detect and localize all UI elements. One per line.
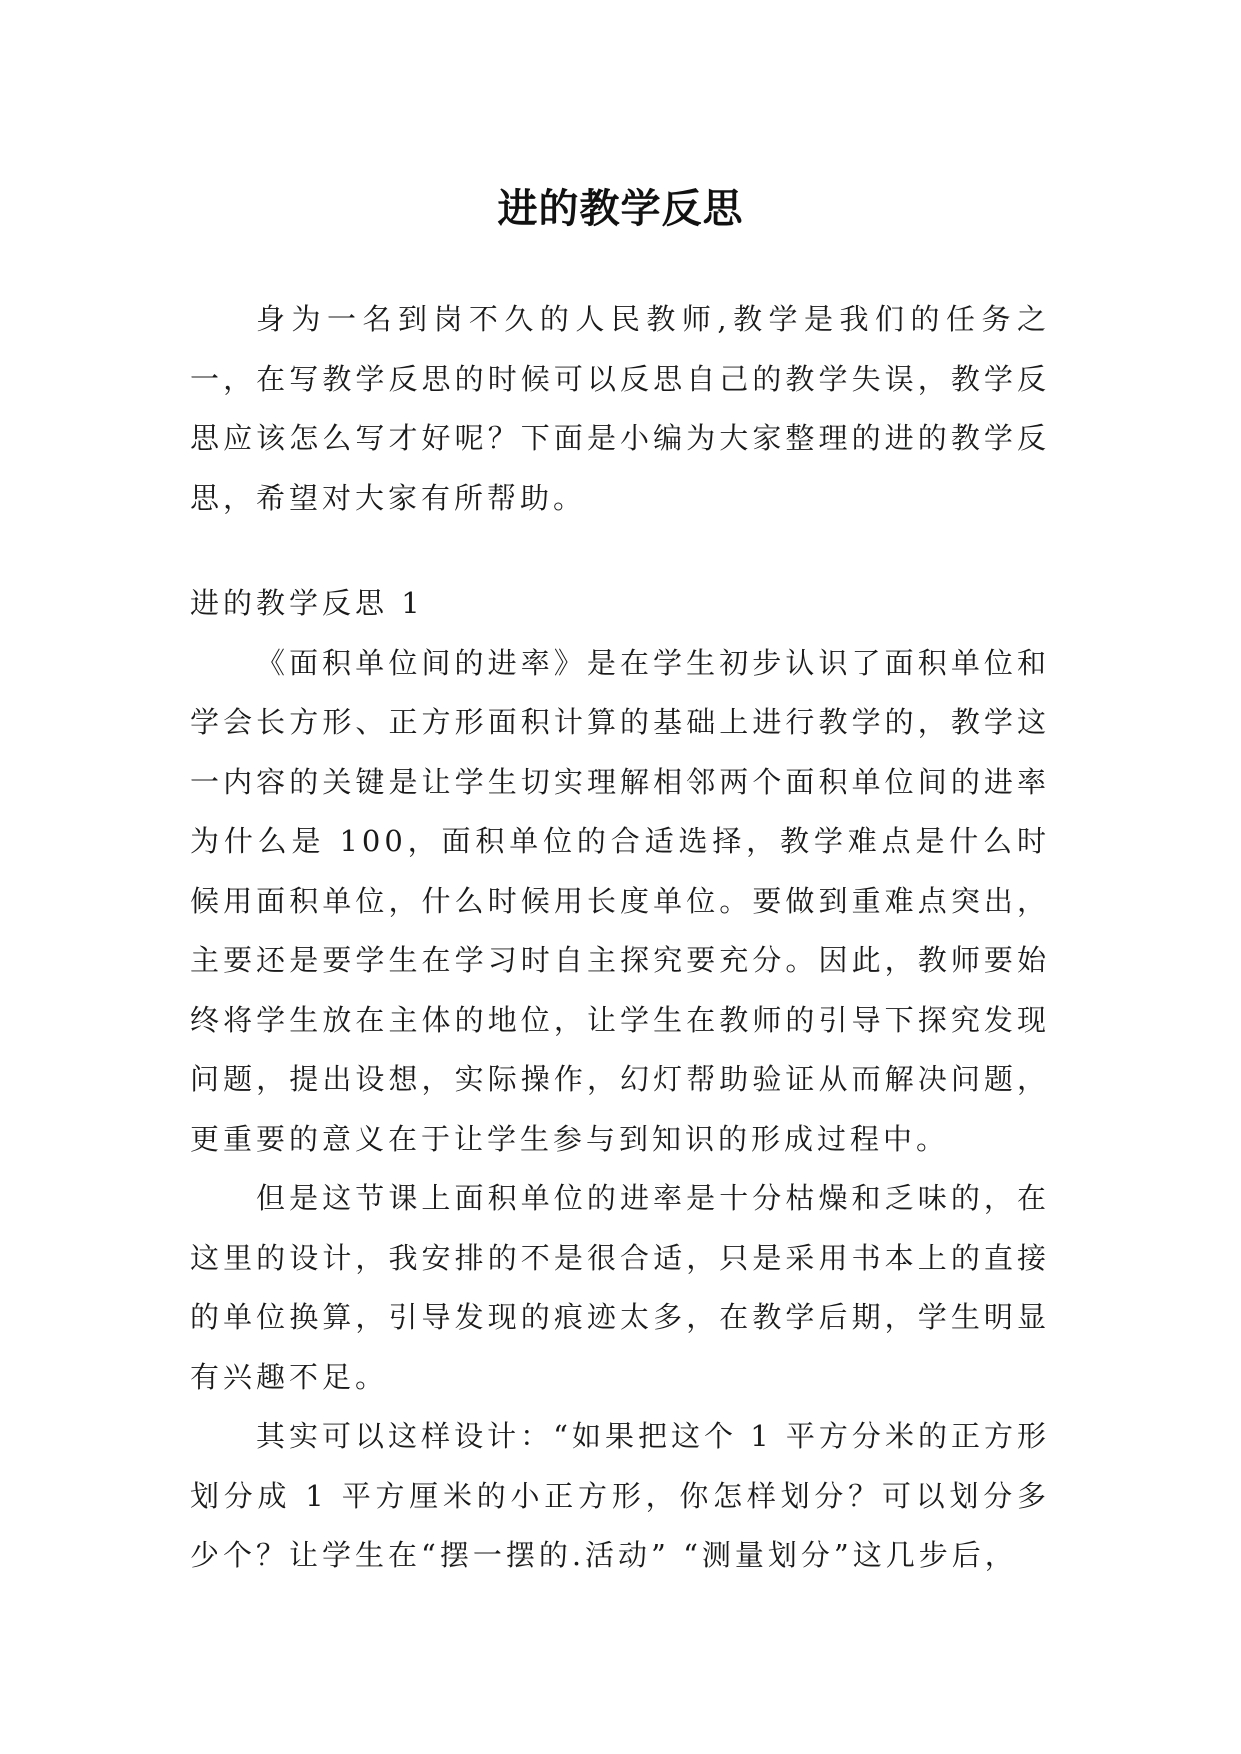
- document-title: 进的教学反思: [497, 185, 744, 232]
- intro-block: [190, 290, 1050, 528]
- section-1: [190, 574, 1050, 1586]
- intro-paragraph: 身为一名到岗不久的人民教师,教学是我们的任务之一，在写教学反思的时候可以反思自己的教学失误，教学反思应该怎么写才好呢？下面是小编为大家整理的进的教学反思，希望对大家有所帮助。: [190, 302, 1050, 515]
- body-paragraph-3: 其实可以这样设计：“如果把这个 1 平方分米的正方形划分成 1 平方厘米的小正方形，你怎样划分？可以划分多少个？让学生在“摆一摆的.活动” “测量划分”这几步后，: [190, 1419, 1050, 1572]
- section-heading: 进的教学反思 1: [190, 586, 424, 620]
- body-paragraph-2: 但是这节课上面积单位的进率是十分枯燥和乏味的，在这里的设计，我安排的不是很合适，只是采用书本上的直接的单位换算，引导发现的痕迹太多，在教学后期，学生明显有兴趣不足。: [190, 1181, 1050, 1394]
- body-paragraph-1: 《面积单位间的进率》是在学生初步认识了面积单位和学会长方形、正方形面积计算的基础上进行教学的，教学这一内容的关键是让学生切实理解相邻两个面积单位间的进率为什么是 100，面积单位的合适选择，教学难点是什么时候用面积单位，什么时候用长度单位。要做到重难点突出，主要还是要学生在学习时自主探究要充分。因此，教师要始终将学生放在主体的地位，让学生在教师的引导下探究发现问题，提出设想，实际操作，幻灯帮助验证从而解决问题，更重要的意义在于让学生参与到知识的形成过程中。: [190, 645, 1050, 1156]
